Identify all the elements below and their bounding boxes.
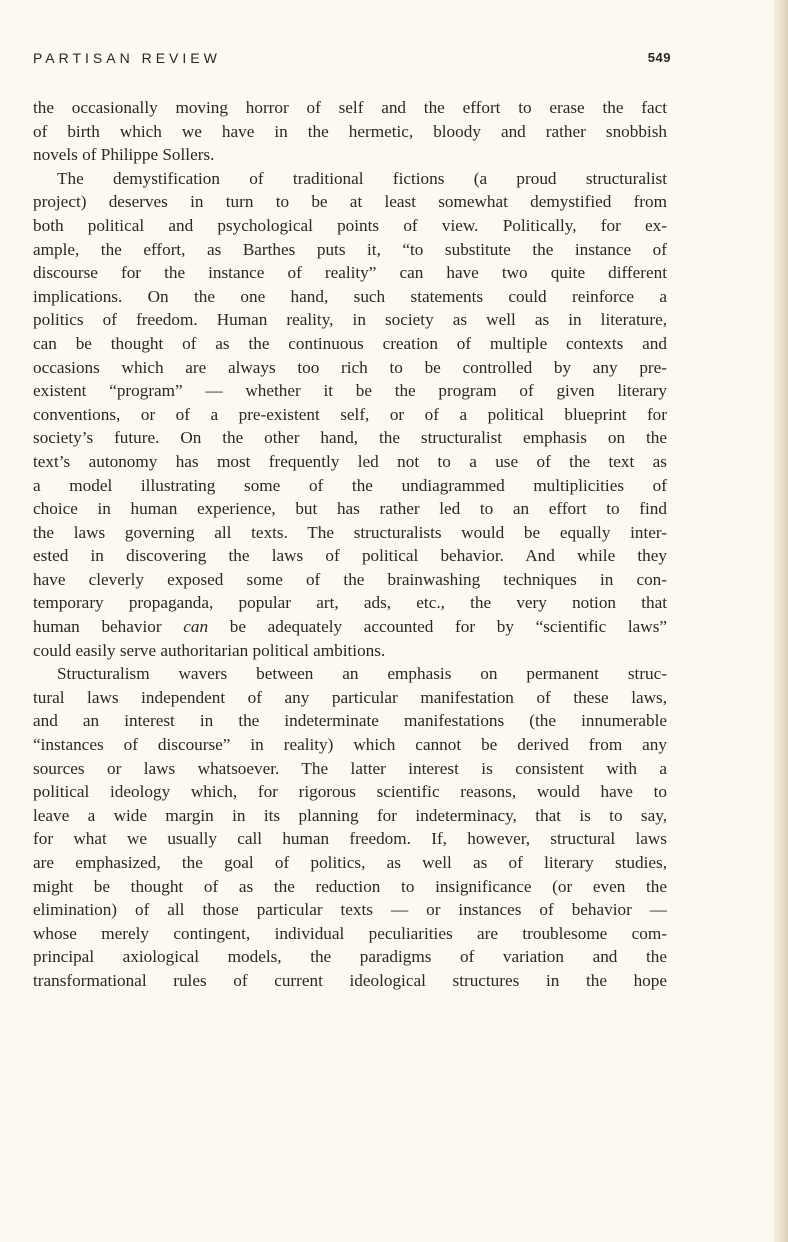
text-line: both political and psychological points of view. Politically, for ex- — [33, 215, 667, 235]
text-fragment: human behavior — [33, 617, 162, 637]
text-line: a model illustrating some of the undiagrammed multiplicities of — [33, 475, 667, 495]
text-line: and an interest in the indeterminate manifestations (the innumerable — [33, 711, 667, 731]
text-line: ested in discovering the laws of political behavior. And while they — [33, 546, 667, 566]
text-line: text’s autonomy has most frequently led not to a use of the text as — [33, 451, 667, 471]
text-line: sources or laws whatsoever. The latter interest is consistent with a — [33, 758, 667, 778]
text-line: tural laws independent of any particular manifestation of these laws, — [33, 687, 667, 707]
text-line: the occasionally moving horror of self and the effort to erase the fact — [33, 98, 667, 117]
text-line: politics of freedom. Human reality, in society as well as in literature, — [33, 310, 667, 330]
text-line: “instances of discourse” in reality) which cannot be derived from any — [33, 735, 667, 755]
text-line: transformational rules of current ideological structures in the hope — [33, 970, 667, 990]
text-line — [33, 615, 667, 639]
text-line: of birth which we have in the hermetic, bloody and rather snobbish — [33, 121, 667, 141]
text-line: occasions which are always too rich to be controlled by any pre- — [33, 357, 667, 377]
body-text — [33, 96, 667, 993]
text-line: conventions, or of a pre-existent self, or of a political blueprint for — [33, 404, 667, 424]
text-line: the laws governing all texts. The structuralists would be equally inter- — [33, 522, 667, 542]
emphasized-word: can — [183, 617, 209, 637]
text-fragment: be adequately accounted for by “scientific laws” — [229, 617, 668, 637]
text-line: whose merely contingent, individual peculiarities are troublesome com- — [33, 923, 667, 943]
text-line: temporary propaganda, popular art, ads, etc., the very notion that — [33, 593, 667, 613]
text-line: leave a wide margin in its planning for indeterminacy, that is to say, — [33, 805, 667, 825]
text-line: The demystification of traditional fictions (a proud structuralist — [57, 168, 667, 188]
text-line: novels of Philippe Sollers. — [33, 145, 215, 165]
text-line: might be thought of as the reduction to insignificance (or even the — [33, 876, 667, 896]
text-line: Structuralism wavers between an emphasis on permanent struc- — [57, 664, 667, 684]
text-line: existent “program” — whether it be the program of given literary — [33, 381, 667, 401]
text-line: ample, the effort, as Barthes puts it, “to substitute the instance of — [33, 239, 667, 259]
page-edge-shadow — [774, 0, 788, 1242]
text-line: implications. On the one hand, such statements could reinforce a — [33, 286, 667, 306]
text-line: society’s future. On the other hand, the structuralist emphasis on the — [33, 428, 667, 448]
text-line: project) deserves in turn to be at least somewhat demystified from — [33, 192, 667, 212]
journal-title: PARTISAN REVIEW — [33, 50, 221, 66]
text-line: for what we usually call human freedom. If, however, structural laws — [33, 829, 667, 849]
text-line: are emphasized, the goal of politics, as well as of literary studies, — [33, 853, 667, 872]
running-head — [33, 50, 671, 70]
text-line: have cleverly exposed some of the brainwashing techniques in con- — [33, 569, 667, 589]
text-line: can be thought of as the continuous creation of multiple contexts and — [33, 333, 667, 353]
text-line: choice in human experience, but has rather led to an effort to find — [33, 499, 667, 519]
text-line: could easily serve authoritarian political ambitions. — [33, 640, 386, 660]
text-line: political ideology which, for rigorous scientific reasons, would have to — [33, 782, 667, 802]
page-number: 549 — [647, 50, 671, 65]
text-line: elimination) of all those particular texts — or instances of behavior — — [33, 900, 667, 920]
text-line: discourse for the instance of reality” can have two quite different — [33, 263, 667, 283]
text-line: principal axiological models, the paradigms of variation and the — [33, 947, 667, 967]
